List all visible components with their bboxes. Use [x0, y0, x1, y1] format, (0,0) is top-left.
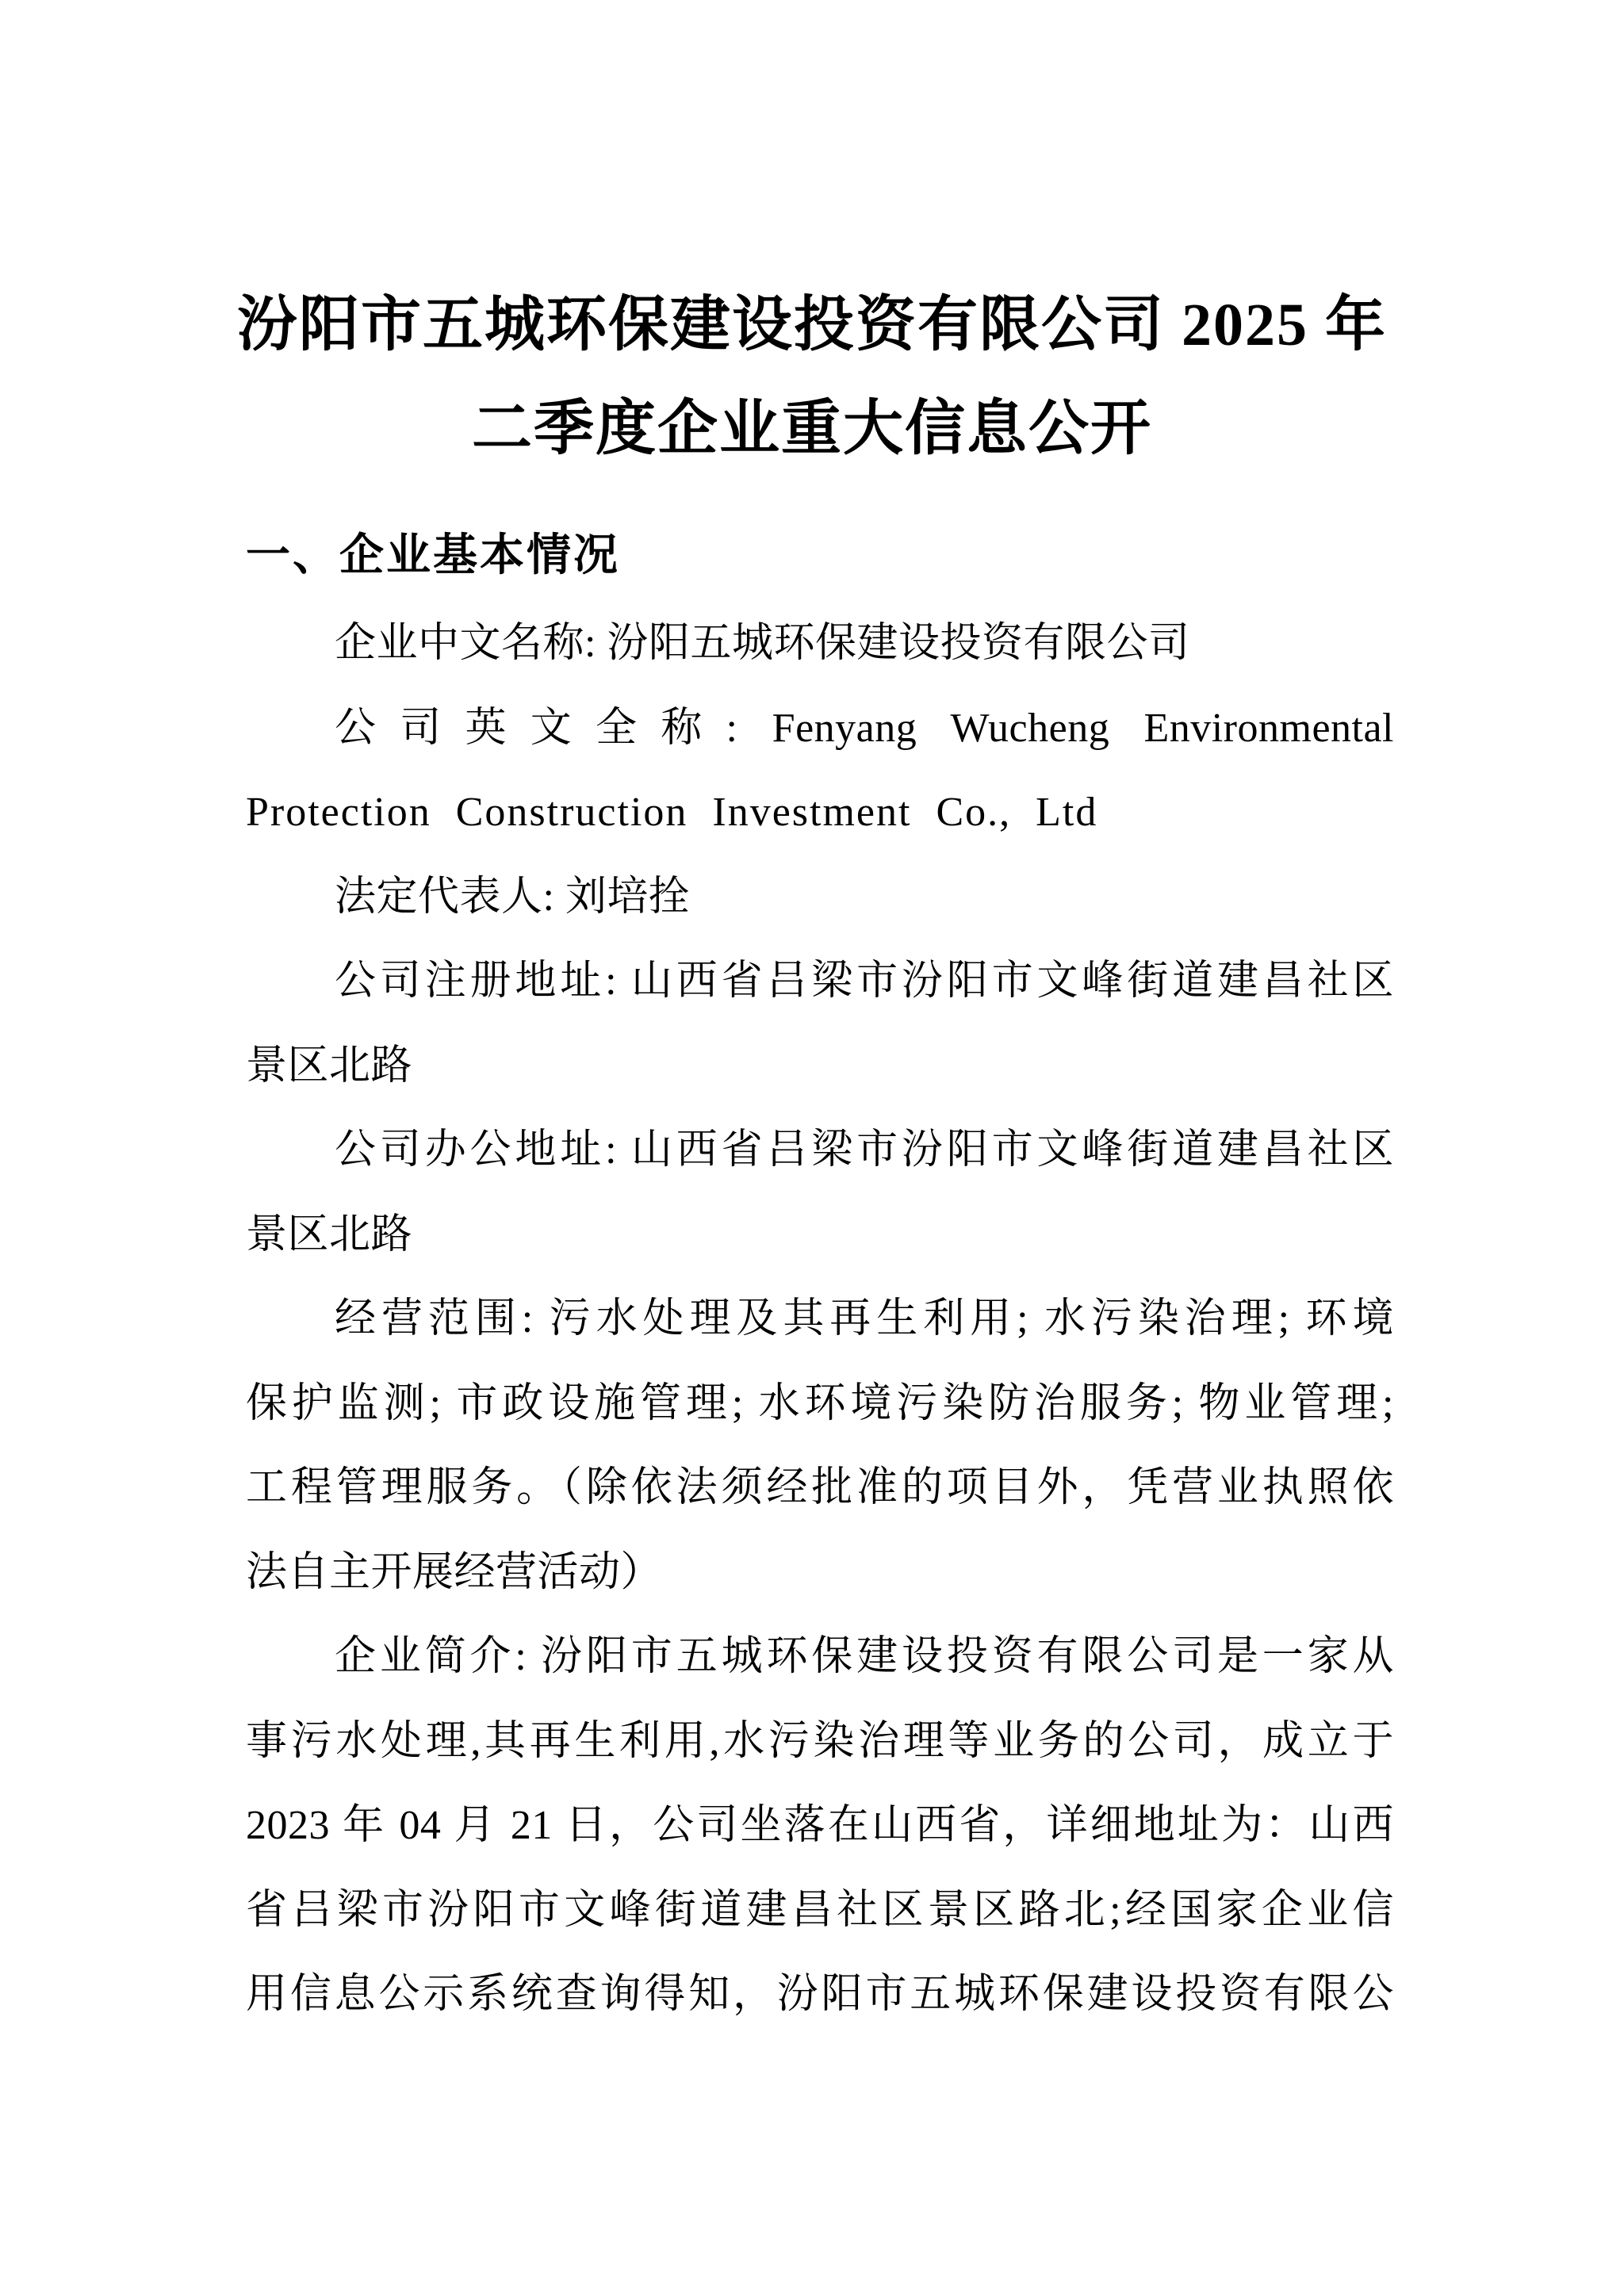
title-line-2: 二季度企业重大信息公开: [472, 396, 1152, 462]
text-line: 工程管理服务。（除依法须经批准的项目外，凭营业执照依: [246, 1465, 1394, 1510]
text-line: 景区北路: [246, 1043, 413, 1089]
text-line: 公司注册地址: 山西省吕梁市汾阳市文峰街道建昌社区: [335, 959, 1394, 1004]
text-line: 法自主开展经营活动）: [246, 1549, 663, 1595]
text-line: 企业中文名称: 汾阳五城环保建设投资有限公司: [335, 621, 1190, 666]
text-line: 事污水处理,其再生利用,水污染治理等业务的公司，成立于: [246, 1718, 1394, 1764]
text-line: 经营范围: 污水处理及其再生利用; 水污染治理; 环境: [335, 1296, 1394, 1341]
text-line: 公司英文全称: Fenyang Wucheng Environmental: [335, 705, 1394, 751]
text-line: 法定代表人: 刘培拴: [335, 874, 691, 920]
text-line: 保护监测; 市政设施管理; 水环境污染防治服务; 物业管理;: [246, 1380, 1394, 1426]
text-line: 景区北路: [246, 1211, 413, 1257]
text-line: 省吕梁市汾阳市文峰街道建昌社区景区路北;经国家企业信: [246, 1887, 1394, 1933]
title-line-1: 汾阳市五城环保建设投资有限公司 2025 年: [237, 292, 1387, 358]
text-line: Protection Construction Investment Co., Ltd: [246, 790, 1098, 835]
text-line: 公司办公地址: 山西省吕梁市汾阳市文峰街道建昌社区: [335, 1127, 1394, 1173]
text-line: 企业简介: 汾阳市五城环保建设投资有限公司是一家从: [335, 1634, 1394, 1679]
text-line: 用信息公示系统查询得知，汾阳市五城环保建设投资有限公: [246, 1972, 1394, 2017]
section-heading: 一、企业基本情况: [246, 530, 620, 580]
document-body: [246, 602, 1394, 2038]
text-line: 2023 年 04 月 21 日，公司坐落在山西省，详细地址为：山西: [246, 1803, 1394, 1848]
document-title: [0, 274, 1624, 481]
